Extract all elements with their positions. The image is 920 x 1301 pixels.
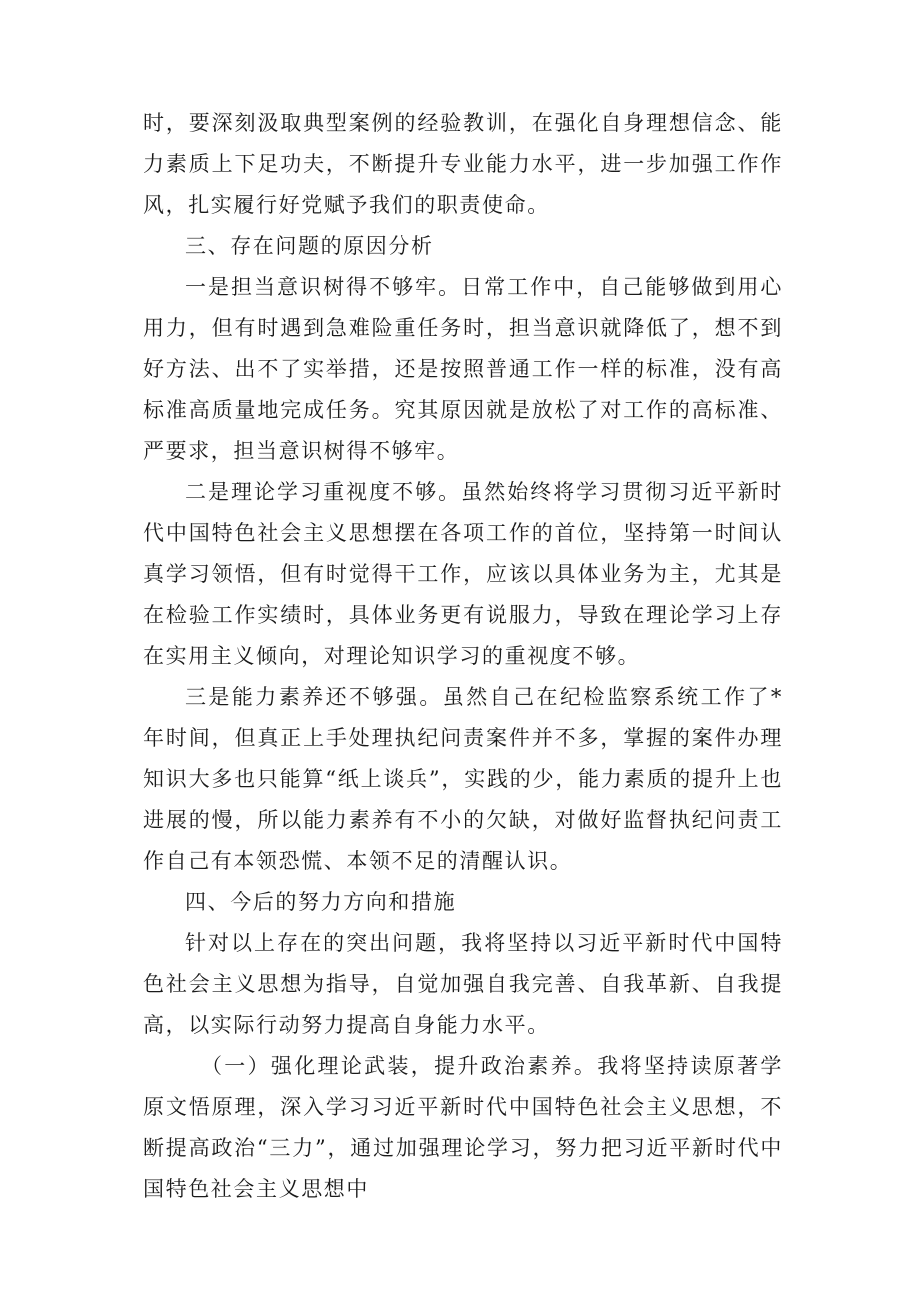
paragraph-measure-1: （一）强化理论武装，提升政治素养。我将坚持读原著学原文悟原理，深入学习习近平新时代中国特色社会主义思想，不断提高政治“三力”，通过加强理论学习，努力把习近平新时代中国特色社会主义思想中 [143, 1054, 783, 1201]
section-heading-4: 四、今后的努力方向和措施 [185, 890, 457, 914]
paragraph-reason-1: 一是担当意识树得不够牢。日常工作中，自己能够做到用心用力，但有时遇到急难险重任务时，担当意识就降低了，想不到好方法、出不了实举措，还是按照普通工作一样的标准，没有高标准高质量地完成任务。究其原因就是放松了对工作的高标准、严要求，担当意识树得不够牢。 [143, 275, 783, 463]
section-heading-3: 三、存在问题的原因分析 [185, 234, 434, 258]
paragraph-continuation: 时，要深刻汲取典型案例的经验教训，在强化自身理想信念、能力素质上下足功夫，不断提升专业能力水平，进一步加强工作作风，扎实履行好党赋予我们的职责使命。 [143, 111, 783, 217]
document-body [143, 103, 783, 1210]
paragraph-reason-3: 三是能力素养还不够强。虽然自己在纪检监察系统工作了*年时间，但真正上手处理执纪问责案件并不多，掌握的案件办理知识大多也只能算“纸上谈兵”，实践的少，能力素质的提升上也进展的慢，所以能力素养有不小的欠缺，对做好监督执纪问责工作自己有本领恐慌、本领不足的清醒认识。 [143, 685, 783, 873]
paragraph-reason-2: 二是理论学习重视度不够。虽然始终将学习贯彻习近平新时代中国特色社会主义思想摆在各项工作的首位，坚持第一时间认真学习领悟，但有时觉得干工作，应该以具体业务为主，尤其是在检验工作实绩时，具体业务更有说服力，导致在理论学习上存在实用主义倾向，对理论知识学习的重视度不够。 [143, 480, 783, 668]
paragraph-measures-intro: 针对以上存在的突出问题，我将坚持以习近平新时代中国特色社会主义思想为指导，自觉加强自我完善、自我革新、自我提高，以实际行动努力提高自身能力水平。 [143, 931, 783, 1037]
